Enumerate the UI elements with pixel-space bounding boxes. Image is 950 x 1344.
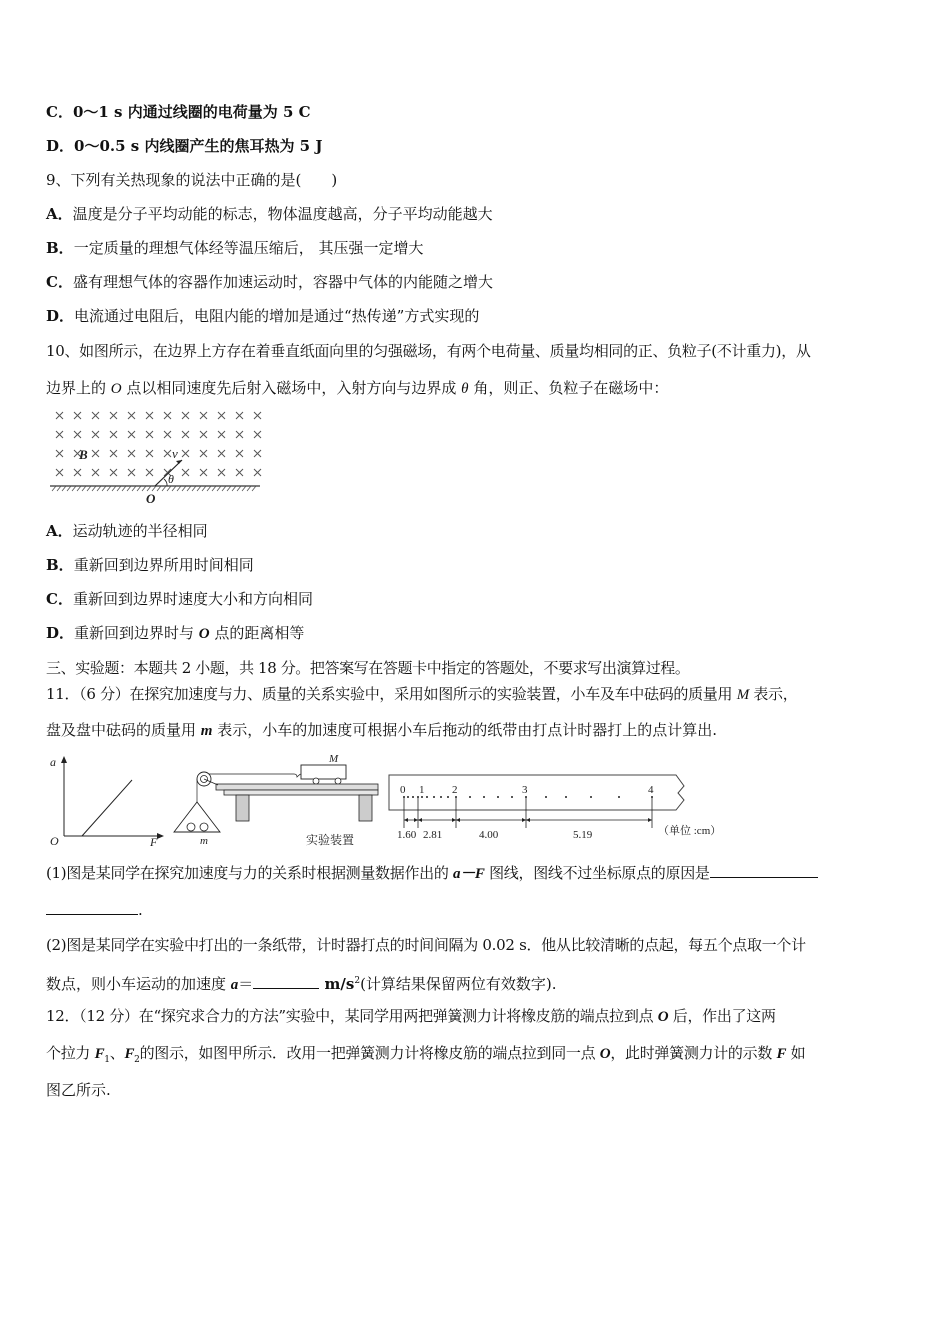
track: [216, 784, 378, 790]
force-f2: F: [124, 1046, 135, 1062]
weight-icon: [187, 823, 195, 831]
text: 盘及盘中砝码的质量用: [46, 721, 201, 739]
option-label: A．: [46, 205, 73, 223]
acceleration-answer-blank[interactable]: [253, 974, 319, 989]
a-f-graph: [46, 752, 166, 848]
cart-wheel: [313, 778, 319, 784]
q10-stem-line1: 10、如图所示，在边界上方存在着垂直纸面向里的匀强磁场，有两个电荷量、质量均相同的正、负粒子(不计重力)，从: [46, 342, 811, 360]
option-text: 一定质量的理想气体经等温压缩后， 其压强一定增大: [73, 239, 424, 257]
text: 表示，小车的加速度可根据小车后拖动的纸带由打点计时器打上的点计算出.: [212, 721, 717, 739]
option-label: B．: [46, 556, 74, 574]
text: 边界上的: [46, 379, 111, 397]
label-o: O: [146, 491, 156, 506]
text: (1)图是某同学在探究加速度与力的关系时根据测量数据作出的: [46, 864, 454, 882]
q8-option-d: [46, 136, 322, 156]
q12-line3: 图乙所示.: [46, 1081, 111, 1099]
label-b: B: [79, 447, 88, 462]
option-label: C．: [46, 273, 73, 291]
apparatus-figure: [166, 752, 386, 848]
point-label: 1: [419, 784, 425, 796]
option-text: 电流通过电阻后，电阻内能的增加是通过“热传递”方式实现的: [74, 307, 480, 325]
table-leg: [236, 795, 249, 821]
weight-pan: [174, 802, 220, 832]
q10-option-a: [46, 521, 208, 541]
distance-label: 5.19: [573, 829, 593, 841]
point-label: 4: [648, 784, 654, 796]
distance-label: 1.60: [397, 829, 417, 841]
subscript: 2: [134, 1055, 140, 1065]
q12-line2: [46, 1043, 805, 1070]
text: 12．（12 分）在“探究求合力的方法”实验中，某同学用两把弹簧测力计将橡皮筋的端点拉到点: [46, 1007, 658, 1025]
q11-part2-line2: [46, 971, 557, 995]
point-o: O: [599, 1046, 611, 1062]
acceleration-symbol: a: [230, 977, 239, 993]
q8-option-c: [46, 102, 311, 122]
subscript: 1: [104, 1055, 110, 1065]
table-top: [224, 790, 378, 795]
q10-option-b: [46, 555, 254, 575]
origin-label: O: [50, 834, 59, 848]
x-axis-arrow-icon: [157, 833, 164, 839]
paper-tape-figure: [386, 760, 726, 844]
option-text: 运动轨迹的半径相同: [72, 522, 208, 540]
text: 数点，则小车运动的加速度: [46, 975, 231, 993]
option-text: 重新回到边界时与: [74, 624, 199, 642]
string: [202, 774, 301, 777]
option-text: 盛有理想气体的容器作加速运动时，容器中气体的内能随之增大: [72, 273, 493, 291]
table-leg: [359, 795, 372, 821]
answer-blank[interactable]: [710, 863, 818, 878]
text: 如: [786, 1044, 806, 1062]
cart: [301, 765, 346, 779]
text: .: [138, 901, 143, 919]
q11-line1: [46, 684, 797, 705]
cart-label: M: [329, 753, 339, 765]
label-theta: θ: [168, 472, 174, 486]
angle-arc: [164, 479, 167, 486]
text: ＝: [238, 975, 254, 993]
option-text: 重新回到边界时速度大小和方向相同: [72, 590, 313, 608]
text: 后，作出了这两: [668, 1007, 776, 1025]
text: (计算结果保留两位有效数字).: [360, 975, 557, 993]
text: 11．（6 分）在探究加速度与力、质量的关系实验中，采用如图所示的实验装置，小车及车中砝码的质量用: [46, 685, 737, 703]
mass-m-capital: M: [736, 687, 749, 703]
section3-heading: 三、实验题：本题共 2 小题，共 18 分。把答案写在答题卡中指定的答题处，不要求写出演算过程。: [46, 659, 690, 677]
q9-option-b: [46, 238, 423, 258]
q9-stem: 9、下列有关热现象的说法中正确的是( ): [46, 171, 338, 189]
text: 、: [109, 1044, 125, 1062]
q10-stem-line2: [46, 378, 668, 399]
option-text: 0～1 s 内通过线圈的电荷量为 5 C: [72, 103, 311, 121]
q10-option-c: [46, 589, 313, 609]
point-label: 0: [400, 784, 406, 796]
weight-icon: [200, 823, 208, 831]
point-o: O: [198, 626, 210, 642]
option-label: C．: [46, 103, 73, 121]
tape-outline: [389, 775, 684, 810]
apparatus-caption: 实验装置: [306, 833, 355, 847]
force-f: F: [776, 1046, 787, 1062]
point-o: O: [657, 1009, 669, 1025]
point-o: O: [110, 381, 122, 397]
point-label: 2: [452, 784, 458, 796]
a-f-symbol: a－F: [453, 866, 485, 882]
graph-line: [82, 780, 132, 836]
weight-label: m: [200, 835, 208, 847]
field-crosses: [56, 412, 261, 476]
q12-line1: [46, 1006, 776, 1027]
q11-part1-line1: [46, 863, 818, 884]
distance-label: 4.00: [479, 829, 499, 841]
q10-option-d: [46, 623, 304, 644]
label-v: v: [172, 446, 178, 461]
unit-label: （单位 :cm）: [658, 825, 722, 837]
text: 点以相同速度先后射入磁场中，入射方向与边界成: [121, 379, 462, 397]
option-text: 温度是分子平均动能的标志，物体温度越高，分子平均动能越大: [72, 205, 493, 223]
x-axis-label: F: [150, 835, 158, 848]
text: 表示，: [748, 685, 798, 703]
distance-label: 2.81: [423, 829, 443, 841]
magnetic-field-figure: [46, 406, 266, 506]
text: ，此时弹簧测力计的示数: [610, 1044, 777, 1062]
text: 个拉力: [46, 1044, 95, 1062]
force-f1: F: [94, 1046, 105, 1062]
option-label: B．: [46, 239, 74, 257]
q11-part1-line2: [46, 900, 143, 920]
y-axis-arrow-icon: [61, 756, 67, 763]
unit: m/s: [319, 975, 355, 993]
option-label: D．: [46, 137, 75, 155]
option-label: C．: [46, 590, 73, 608]
distance-labels: [397, 824, 721, 841]
text: 图线，图线不过坐标原点的原因是: [484, 864, 710, 882]
q9-option-d: [46, 306, 479, 326]
option-label: D．: [46, 624, 75, 642]
option-label: D．: [46, 307, 75, 325]
q9-option-c: [46, 272, 493, 292]
text: 的图示，如图甲所示．改用一把弹簧测力计将橡皮筋的端点拉到同一点: [139, 1044, 600, 1062]
mass-m: m: [200, 723, 213, 739]
unit-exponent: 2: [354, 976, 361, 986]
y-axis-label: a: [50, 755, 56, 769]
theta-symbol: θ: [461, 381, 469, 397]
q11-part2-line1: (2)图是某同学在实验中打出的一条纸带，计时器打点的时间间隔为 0.02 s．他从比较清晰的点起，每五个点取一个计: [46, 936, 806, 954]
option-label: A．: [46, 522, 73, 540]
point-label: 3: [522, 784, 528, 796]
cart-wheel: [335, 778, 341, 784]
q9-option-a: [46, 204, 493, 224]
answer-blank-continued[interactable]: [46, 900, 138, 915]
option-text: 0～0.5 s 内线圈产生的焦耳热为 5 J: [74, 137, 323, 155]
option-text: 重新回到边界所用时间相同: [73, 556, 254, 574]
text: 角，则正、负粒子在磁场中：: [468, 379, 669, 397]
option-text: 点的距离相等: [209, 624, 305, 642]
q11-line2: [46, 720, 717, 741]
